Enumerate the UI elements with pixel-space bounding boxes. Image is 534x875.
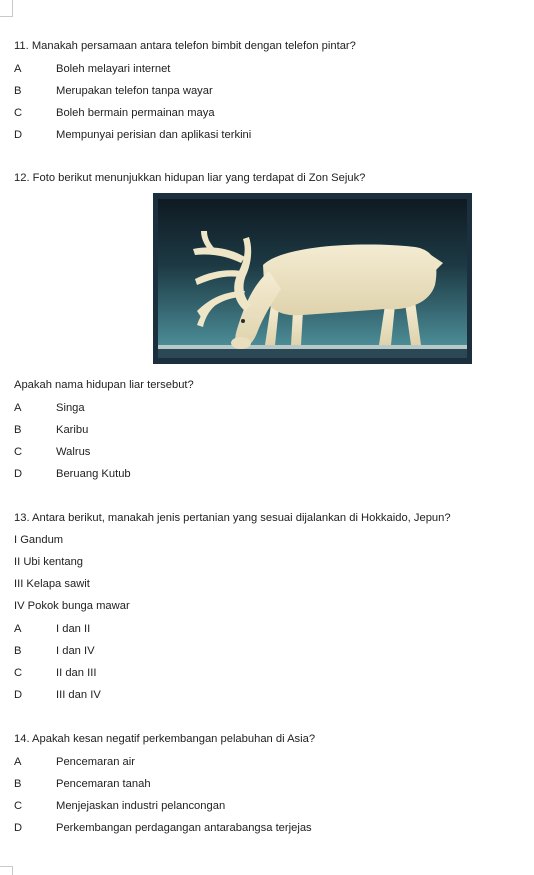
option-text: Boleh bermain permainan maya — [56, 107, 215, 119]
q13-item-iii: III Kelapa sawit — [14, 578, 90, 590]
option-letter: B — [14, 85, 22, 97]
option-text: I dan II — [56, 623, 91, 635]
option-letter: B — [14, 778, 22, 790]
q13-item-ii: II Ubi kentang — [14, 556, 84, 568]
option-letter: A — [14, 756, 22, 768]
option-text: I dan IV — [56, 645, 95, 657]
option-letter: B — [14, 424, 22, 436]
q13-item-iv: IV Pokok bunga mawar — [14, 600, 130, 612]
option-letter: A — [14, 623, 22, 635]
option-letter: A — [14, 63, 22, 75]
option-text: Singa — [56, 402, 85, 414]
option-text: Beruang Kutub — [56, 468, 131, 480]
option-letter: C — [14, 107, 23, 119]
option-letter: D — [14, 129, 23, 141]
q13-item-i: I Gandum — [14, 534, 64, 546]
question-13: 13. Antara berikut, manakah jenis pertanian yang sesuai dijalankan di Hokkaido, Jepun? — [14, 512, 451, 524]
reindeer-figurine-photo — [153, 193, 472, 364]
question-11: 11. Manakah persamaan antara telefon bimbit dengan telefon pintar? — [14, 40, 356, 52]
question-12-sub: Apakah nama hidupan liar tersebut? — [14, 379, 194, 391]
option-text: Perkembangan perdagangan antarabangsa terjejas — [56, 822, 312, 834]
option-letter: C — [14, 667, 23, 679]
option-letter: C — [14, 446, 23, 458]
option-text: Menjejaskan industri pelancongan — [56, 800, 226, 812]
option-text: Pencemaran air — [56, 756, 135, 768]
option-letter: C — [14, 800, 23, 812]
option-text: Merupakan telefon tanpa wayar — [56, 85, 213, 97]
option-text: II dan III — [56, 667, 97, 679]
option-letter: D — [14, 468, 23, 480]
option-text: Pencemaran tanah — [56, 778, 151, 790]
option-text: III dan IV — [56, 689, 101, 701]
option-text: Karibu — [56, 424, 89, 436]
option-text: Walrus — [56, 446, 91, 458]
page-corner-mark — [0, 0, 13, 17]
option-text: Boleh melayari internet — [56, 63, 171, 75]
option-letter: A — [14, 402, 22, 414]
option-text: Mempunyai perisian dan aplikasi terkini — [56, 129, 252, 141]
option-letter: D — [14, 822, 23, 834]
option-letter: D — [14, 689, 23, 701]
question-12: 12. Foto berikut menunjukkan hidupan liar yang terdapat di Zon Sejuk? — [14, 172, 366, 184]
option-letter: B — [14, 645, 22, 657]
question-14: 14. Apakah kesan negatif perkembangan pelabuhan di Asia? — [14, 733, 316, 745]
